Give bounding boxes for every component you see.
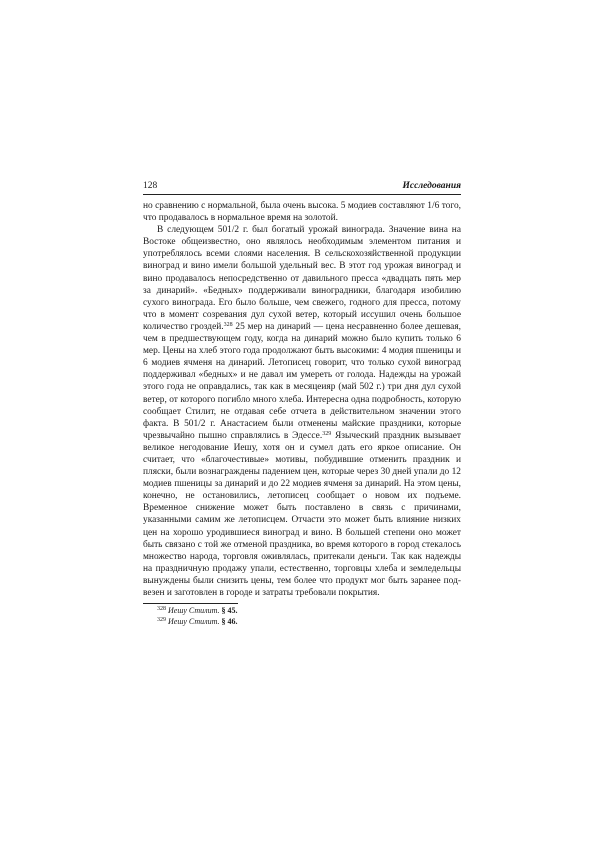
- paragraph-2: [143, 224, 461, 599]
- main-text: [143, 200, 461, 599]
- book-page: [143, 180, 461, 627]
- footnote-329: [143, 617, 461, 628]
- footnote-location: § 46.: [219, 616, 238, 626]
- page-number: 128: [143, 181, 158, 191]
- footnote-ref-328: 328: [223, 321, 233, 328]
- header-rule: [143, 194, 461, 195]
- footnote-source: Иешу Стилит.: [168, 606, 220, 616]
- paragraph-2-text-c: Языческий праздник вызывает великое негодование Иешу, хотя он и сумел дать его яркое описание. Он считает, что «благочестивые» мотивы, побудившие отменить праздник и пляски, были вознаграждены падением цен, которые через 30 дней упали до 12 модиев пшеницы за динарий и до 22 модиев ячменя за динарий. На этом цены, конечно, не остановились, летописец сообщает о новом их подъеме. Временное снижение может быть поставлено в связь с причинами, указанными самим же летописцем. Отчасти это может быть влияние низких цен на хорошо уродившиеся виноград и вино. В большей степени оно может быть связано с той же отменой праздника, во время которого в город стекалось множество народа, торговля оживлялась, притекали деньги. Так как надежды на праздничную продажу упали, естественно, торговцы хлеба и земледельцы вынуждены были снизить цены, тем более что продукт мог быть заранее подвезен и заготовлен в городе и затраты требовали покрытия.: [143, 430, 462, 598]
- footnote-rule: [143, 603, 238, 604]
- footnote-number: 328: [157, 606, 166, 613]
- footnote-328: [143, 606, 461, 617]
- running-header: [143, 180, 461, 192]
- footnote-number: 329: [157, 616, 166, 623]
- footnote-location: § 45.: [219, 606, 238, 616]
- footnote-source: Иешу Стилит.: [168, 616, 220, 626]
- running-title: Исследования: [402, 181, 461, 191]
- footnote-ref-329: 329: [322, 430, 332, 437]
- paragraph-2-text-b: 25 мер на динарий — цена несравненно более дешевая, чем в предшествующем году, когда на динарий можно было купить только 6 мер. Цены на хлеб этого года продолжают быть высокими: 4 модия пшеницы и 6 модиев ячменя на динарий. Летописец говорит, что только сухой виноград поддерживал «бедных» и не давал им умереть от голода. Надежды на урожай этого года не оправдались, так как в месяцеияр (май 502 г.) три дня дул сухой ветер, от которого погибло много хлеба. Интересна одна подробность, которую сообщает Стилит, не отдавая себе отчета в действительном значении этого факта. В 501/2 г. Анастасием были отменены майские праздники, которые чрезвычайно пышно справлялись в Эдессе.: [143, 321, 461, 441]
- paragraph-2-text-a: В следующем 501/2 г. был богатый урожай винограда. Значение вина на Востоке общеизвестно, оно являлось необходимым элементом питания и употреблялось всеми слоями населения. В сельскохозяйственной продукции виноград и вино имели большой удельный вес. В этот год урожая виноград и вино продавалось непосредственно от давильного пресса «двадцать пять мер за динарий». «Бедных» поддерживали виноградники, благодаря изобилию сухого винограда. Его было больше, чем свежего, годного для пресса, потому что в момент созревания дул сухой ветер, который иссушил очень большое количество гроздей.: [143, 225, 461, 332]
- paragraph-1: но сравнению с нормальной, была очень высока. 5 модиев составляют 1/6 того, что продавалось в нормальное время на золотой.: [143, 201, 461, 224]
